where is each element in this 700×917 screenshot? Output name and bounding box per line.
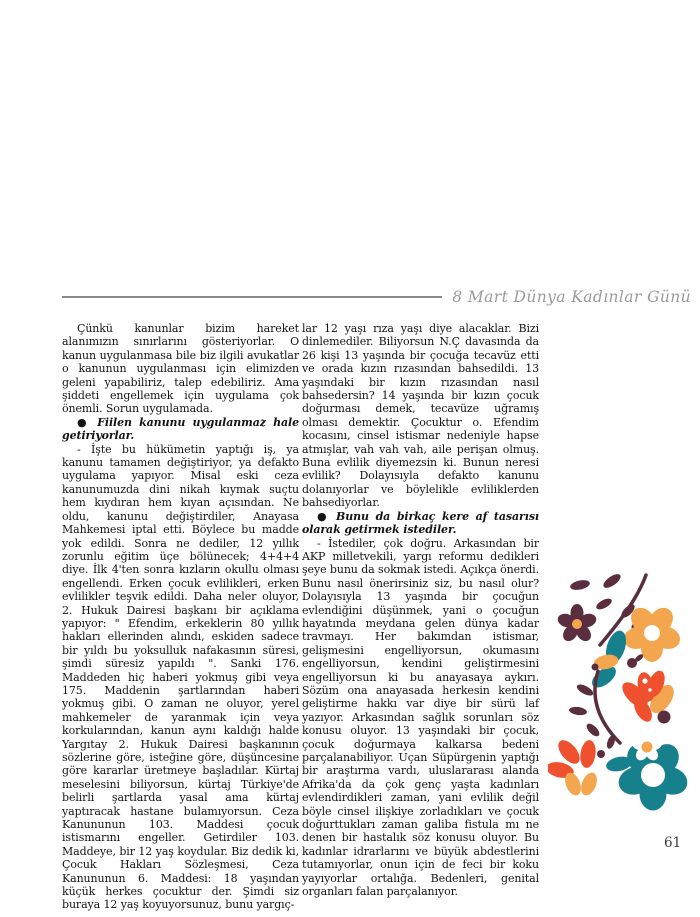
paragraph-continuation: lar 12 yaşı rıza yaşı diye alacaklar. Bizi dinlemediler. Biliyorsun N.Ç davasında da 26 kişi 13 yaşında bir çocuğa tecavüz etti ve orada kızın rızasından bahsedildi. 13 yaşındaki bir kızın rızasından nasıl bahsedersin? 14 yaşında bir kızın çocuk doğurması demek, tecavüze uğramış olması demektir. Çocuktur o. Efendim kocasını, cinsel istismar nedeniyle hapse atmışlar, vah vah vah, aile perişan olmuş. Buna evlilik diyemezsin ki. Bunun neresi evlilik? Dolayısıyla defakto kanunu dolanıyorlar ve böylelikle evliliklerden bahsediyorlar.: [302, 322, 539, 510]
paragraph: Çünkü kanunlar bizim hareket alanımızın sınırlarını gösteriyorlar. O kanun uygulanmasa bile biz ilgili avukatlar o kanunun uygulanması için elimizden geleni yapabiliriz, talep edebiliriz. Ama şiddeti engellemek için uygulama çok önemli. Sorun uygulamada.: [62, 322, 299, 416]
paragraph: - İstediler, çok doğru. Arkasından bir AKP milletvekili, yargı reformu dedikleri şeye bunu da sokmak istedi. Açıkça önerdi. Bunu nasıl önerirsiniz siz, bu nasıl olur? Dolayısıyla 13 yaşında bir çocuğun evlendiğini düşünmek, yani o çocuğun hayatında meydana gelen dünya kadar travmayı. Her bakımdan istismar, gelişmesini engelliyorsun, okumasını engelliyorsun, kendini geliştirmesini engelliyorsun ki bu anayasaya aykırı. Sözüm ona anayasada herkesin kendini geliştirme hakkı var diye bir sürü laf yazıyor. Arkasından sağlık sorunları söz konusu oluyor. 13 yaşındaki bir çocuk, çocuk doğurmaya kalkarsa bedeni parçalanabiliyor. Uçan Süpürgenin yaptığı bir araştırma vardı, uluslararası alanda Afrika'da da çok genç yaşta kadınları evlendirdikleri zaman, yani evlilik değil böyle cinsel ilişkiye zorladıkları ve çocuk doğurttukları zaman galiba fistula mı ne denen bir hastalık söz konusu oluyor. Bu kadınlar idrarlarını ve büyük abdestlerini tutamıyorlar, onun için de feci bir koku yayıyorlar ortalığa. Bedenleri, genital organları falan parçalanıyor.: [302, 536, 539, 899]
section-heading: ● Fiilen kanunu uygulanmaz hale getiriyorlar.: [62, 415, 299, 443]
floral-ornament-illustration: [548, 571, 698, 833]
page-number: 61: [664, 835, 682, 851]
header-script-title: 8 Mart Dünya Kadınlar Günü: [452, 288, 691, 306]
right-text-column: [302, 322, 539, 898]
header-rule: [62, 296, 442, 298]
page-header: [62, 286, 691, 308]
section-heading: ● Bunu da birkaç kere af tasarısı olarak getirmek istediler.: [302, 509, 539, 537]
paragraph: - İşte bu hükümetin yaptığı iş, ya kanunu tamamen değiştiriyor, ya defakto uygulama yapıyor. Misal eski ceza kanunumuzda dini nikah kıymak suçtu hem kıydıran hem kıyan açısından. Ne oldu, kanunu değiştirdiler, Anayasa Mahkemesi iptal etti. Böylece bu madde yok edildi. Sonra ne dediler, 12 yıllık zorunlu eğitim üçe bölünecek; 4+4+4 diye. İlk 4'ten sonra kızların okullu olması engellendi. Erken çocuk evlilikleri, erken evlilikler teşvik edildi. Daha neler oluyor, 2. Hukuk Dairesi başkanı bir açıklama yapıyor: " Efendim, erkeklerin 80 yıllık hakları ellerinden alındı, eskiden sadece bir yıldı bu yoksulluk nafakasının süresi, şimdi süresiz yapıldı ". Sanki 176. Maddeden hiç haberi yokmuş gibi veya 175. Maddenin şartlarından haberi yokmuş gibi. O zaman ne oluyor, yerel mahkemeler de yaranmak için veya korkularından, kanun aynı kaldığı halde Yargıtay 2. Hukuk Dairesi başkanının sözlerine göre, isteğine göre, düşüncesine göre kararlar üretmeye başladılar. Kürtaj meselesini biliyorsun, kürtaj Türkiye'de belirli şartlarda yasal ama kürtaj yaptıracak hastane bulamıyorsun. Ceza Kanununun 103. Maddesi çocuk istismarını engeller. Getirdiler 103. Maddeye, bir 12 yaş koydular. Biz dedik ki, Çocuk Hakları Sözleşmesi, Ceza Kanununun 6. Maddesi: 18 yaşından küçük herkes çocuktur der. Şimdi siz buraya 12 yaş koyuyorsunuz, bunu yargıç-: [62, 442, 299, 912]
left-text-column: [62, 322, 299, 912]
